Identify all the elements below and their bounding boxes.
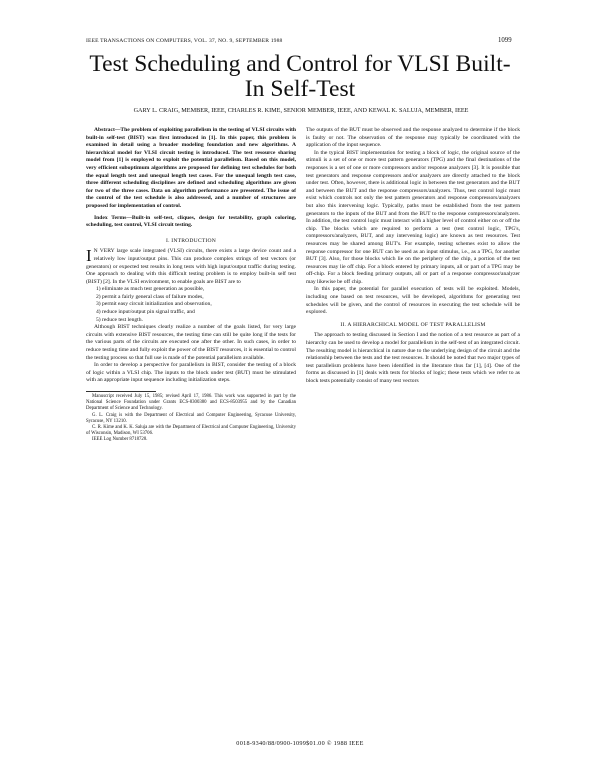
body-paragraph: The approach to testing discussed in Section I and the notion of a test resource as part of a hierarchy can be used to develop a model for parallelism in the self-test of an integrated circuit. The resulting model is hierarchical in nature due to the underlying design of the circuit and the relationship between the tests and the test resources. It should be noted that two major types of test parallelism problems have been identified in the literature thus far [1], [4]. One of the forms as discussed in [1] deals with tests for blocks of logic; these tests which we refer to as block tests potentially consist of many test vectors — [306, 332, 520, 384]
list-item: 1) eliminate as much test generation as possible, — [96, 286, 205, 293]
journal-header: IEEE TRANSACTIONS ON COMPUTERS, VOL. 37, NO. 9, SEPTEMBER 1988 — [86, 38, 283, 44]
footnote: C. R. Kime and K. K. Saluja are with the Department of Electrical and Computer Engineering, University of Wisconsin, Madison, WI 53706. — [86, 425, 296, 437]
goals-list — [86, 286, 296, 324]
footnote: Manuscript received July 15, 1985; revised April 17, 1986. This work was supported in part by the National Science Foundation under Grants ECS-8300380 and ECS-8503955 and by the Canadian Department of Science and Technology. — [86, 394, 296, 412]
index-terms: Index Terms—Built-in self-test, cliques, design for testability, graph coloring, scheduling, test control, VLSI circuit testing. — [86, 214, 296, 229]
list-item: 4) reduce input/output pin signal traffic, and — [96, 309, 195, 316]
footnote: IEEE Log Number 8718728. — [92, 437, 148, 443]
intro-paragraph-1 — [86, 248, 296, 286]
list-item: 5) reduce test length. — [96, 316, 143, 323]
right-column — [306, 127, 520, 386]
paper-title: Test Scheduling and Control for VLSI Built-In Self-Test — [89, 51, 511, 102]
intro-paragraph-1-text: N VERY large scale integrated (VLSI) circuits, there exists a large device count and a relatively low input/output pins. This can produce complex strings of test vectors (or generators) or expected test results in long tests with high input/output traffic during testing. One approach to dealing with this difficult testing problem is to employ built-in self test (BIST) [2]. In the VLSI environment, to enable goals are BIST are to — [86, 248, 296, 285]
copyright-footer: 0018-9340/88/0900-1099$01.00 © 1988 IEEE — [236, 740, 364, 747]
list-item: 3) permit easy circuit initialization and observation, — [96, 301, 212, 308]
page-number: 1099 — [498, 37, 512, 44]
footnotes — [86, 394, 296, 444]
section-heading-model: II. A HIERARCHICAL MODEL OF TEST PARALLELISM — [340, 321, 486, 328]
section-heading-introduction: I. INTRODUCTION — [166, 237, 216, 244]
body-paragraph: In this paper, the potential for parallel execution of tests will be exploited. Models, including one based on test resources, will be developed, algorithms for generating test schedules will be given, and the control of resources in executing the test schedule will be explored. — [306, 286, 520, 316]
left-column — [86, 127, 296, 444]
abstract: Abstract—The problem of exploiting parallelism in the testing of VLSI circuits with built-in self-test (BIST) was first introduced in [1]. In this paper, this problem is examined in detail using a broader modeling foundation and new algorithms. A hierarchical model for VLSI circuit testing is introduced. The test resource sharing model from [1] is employed to exploit the potential parallelism. Based on this model, very efficient suboptimum algorithms are proposed for defining test schedules for both the equal length test and unequal length test cases. For the unequal length test case, three different scheduling disciplines are defined and scheduling algorithms are given for two of the three cases. Data on algorithm performance are presented. The issue of the control of the test schedule is also addressed, and a number of structures are proposed for implementation of control. — [86, 127, 296, 209]
list-item: 2) permit a fairly general class of failure modes, — [96, 293, 204, 300]
author-line: GARY L. CRAIG, MEMBER, IEEE, CHARLES R. KIME, SENIOR MEMBER, IEEE, AND KEWAL K. SALUJA, MEMBER, IEEE — [133, 107, 469, 114]
drop-cap: I — [86, 246, 92, 266]
body-paragraph: In the typical BIST implementation for testing a block of logic, the original source of the stimuli is a set of one or more test pattern generators (TPG) and the final destinations of the responses is a set of one or more compressors and/or response analyzers [3]. It is possible that test generators and response compressors and/or analyzers are directly attached to the block under test. Often, however, there is additional logic in between the test generators and the BUT and between the BUT and the response compressors/analyzers. Thus, test control logic must exist which controls not only the test pattern generators and response compressors/analyzers but also this intervening logic. Typically, paths must be established from the test pattern generators to the inputs of the BUT and from the BUT to the response compressors/analyzers. In addition, the test control logic must interact with a higher level of control either on or off the chip. The blocks which are required to perform a test (test control logic, TPG's, compressors/analyzers, BUT, and any intervening logic) are known as test resources. Test resources may be shared among BUT's. For example, testing schemes exist to allow the response compressor for one BUT can be used as an input stimulus, i.e., as a TPG, for another BUT [3]. Also, for those blocks which lie on the periphery of the chip, a portion of the test resources may lie off chip. For a block entered by primary inputs, all or part of a TPG may be off-chip. For a block feeding primary outputs, all or part of a response compressor/analyzer may likewise be off chip. — [306, 149, 520, 285]
body-paragraph: The outputs of the BUT must be observed and the response analyzed to determine if the block is faulty or not. The observation of the response may typically be coordinated with the application of the input sequence. — [306, 127, 520, 149]
intro-paragraph-2: Although BIST techniques clearly realize a number of the goals listed, for very large circuits with extensive BIST resources, the testing time can still be quite long if the tests for the various parts of the circuits are executed one after the other. In such cases, in order to reduce testing time and fully exploit the power of the BIST resources, it is essential to control the testing process so that full use is made of the potential parallelism available. — [86, 324, 296, 361]
footnote: G. L. Craig is with the Department of Electrical and Computer Engineering, Syracuse University, Syracuse, NY 13210. — [86, 412, 296, 424]
intro-paragraph-3: In order to develop a perspective for parallelism in BIST, consider the testing of a block of logic within a VLSI chip. The inputs to the block under test (BUT) must be stimulated with an appropriate input sequence including initialization steps. — [86, 362, 296, 384]
